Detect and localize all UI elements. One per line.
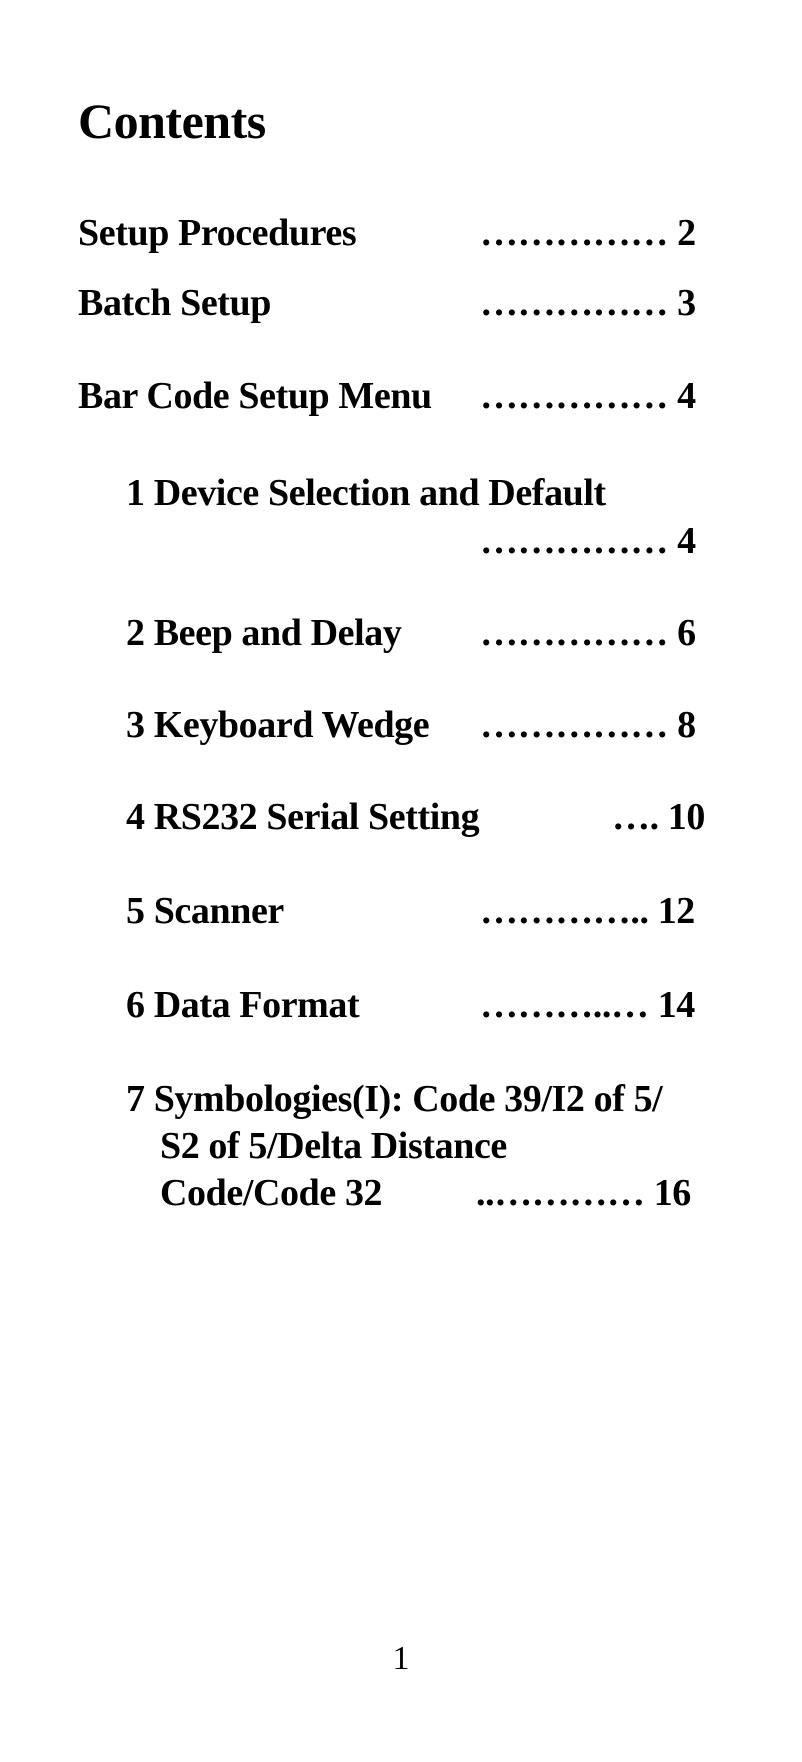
toc-entry-page-leader: …………… 3 <box>480 282 696 324</box>
toc-entry-page-leader: …. 10 <box>612 796 706 838</box>
toc-entry-label: 4 RS232 Serial Setting <box>126 796 480 838</box>
toc-entry-label-line-1: 7 Symbologies(I): Code 39/I2 of 5/ <box>126 1078 663 1120</box>
toc-entry-beep-and-delay <box>0 614 802 658</box>
toc-entry-scanner <box>0 892 802 936</box>
toc-entry-page-leader: …………… 6 <box>480 612 696 654</box>
toc-entry-label-line-3: Code/Code 32 <box>160 1172 383 1214</box>
page-number: 1 <box>392 1640 410 1677</box>
toc-entry-page-leader: ………..… 14 <box>480 984 695 1026</box>
toc-entry-label: 1 Device Selection and Default <box>126 472 606 514</box>
toc-entry-batch-setup <box>0 284 802 328</box>
toc-entry-label: 2 Beep and Delay <box>126 612 402 654</box>
toc-entry-label: Setup Procedures <box>78 212 357 254</box>
toc-entry-page-leader: …………… 4 <box>480 520 696 562</box>
toc-entry-symbologies <box>0 1080 802 1220</box>
toc-entry-label: Batch Setup <box>78 282 272 324</box>
toc-entry-data-format <box>0 986 802 1030</box>
toc-entry-page-leader: ………….. 12 <box>480 890 695 932</box>
toc-entry-device-selection <box>0 474 802 568</box>
toc-entry-keyboard-wedge <box>0 706 802 750</box>
toc-entry-label: Bar Code Setup Menu <box>78 375 432 417</box>
contents-title: Contents <box>78 93 266 149</box>
toc-entry-label: 3 Keyboard Wedge <box>126 704 430 746</box>
toc-entry-rs232-serial-setting <box>0 798 802 842</box>
toc-entry-label: 5 Scanner <box>126 890 284 932</box>
toc-entry-page-leader: …………… 4 <box>480 375 696 417</box>
toc-entry-bar-code-setup-menu <box>0 377 802 421</box>
toc-entry-page-leader: ..………… 16 <box>476 1172 691 1214</box>
toc-entry-label: 6 Data Format <box>126 984 360 1026</box>
toc-entry-page-leader: …………… 2 <box>480 212 696 254</box>
toc-entry-setup-procedures <box>0 214 802 258</box>
toc-entry-label-line-2: S2 of 5/Delta Distance <box>160 1125 507 1167</box>
toc-entry-page-leader: …………… 8 <box>480 704 696 746</box>
